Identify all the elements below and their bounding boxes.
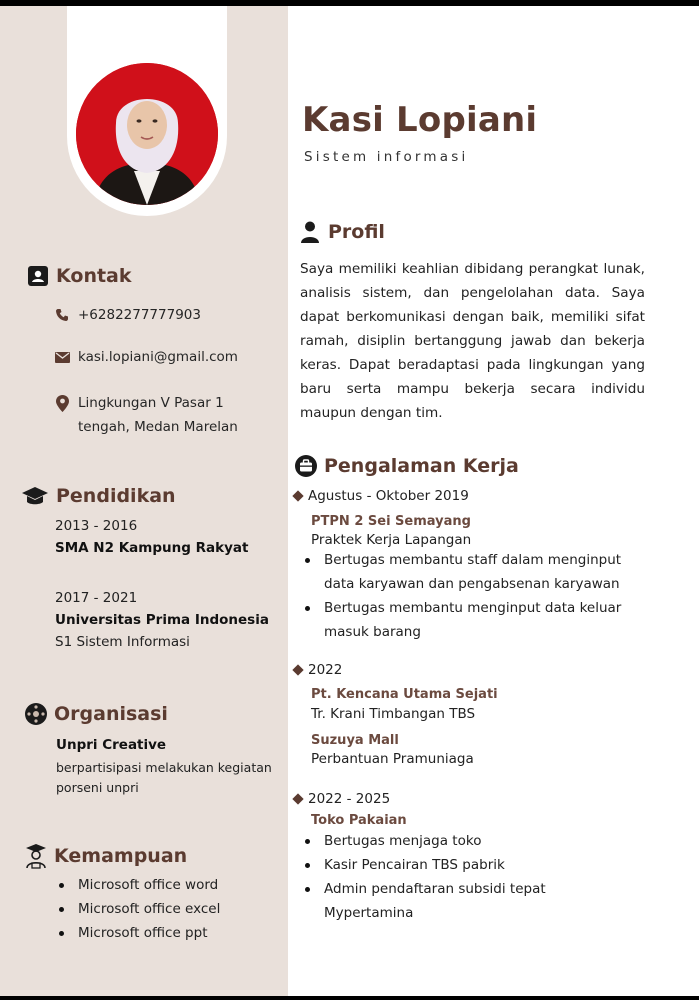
organization-heading-label: Organisasi xyxy=(54,703,168,725)
organization-desc-line-1: berpartisipasi melakukan kegiatan xyxy=(56,760,272,775)
contact-heading xyxy=(26,264,132,288)
skills-heading-label: Kemampuan xyxy=(54,845,188,867)
experience-heading-label: Pengalaman Kerja xyxy=(324,455,519,477)
experience-date-text: Agustus - Oktober 2019 xyxy=(308,488,469,504)
profile-heading-label: Profil xyxy=(328,221,385,243)
task-item: Bertugas membantu staff dalam menginput xyxy=(300,548,621,572)
task-item-continuation xyxy=(300,572,621,596)
education-2-school: Universitas Prima Indonesia xyxy=(55,612,269,628)
organization-heading xyxy=(24,702,168,726)
experience-2-role: Tr. Krani Timbangan TBS xyxy=(311,706,476,722)
experience-1-org: PTPN 2 Sei Semayang xyxy=(311,514,471,529)
phone-icon xyxy=(54,303,70,327)
skill-item: Microsoft office word xyxy=(54,873,220,897)
diamond-bullet-icon xyxy=(292,664,303,675)
experience-3-org: Toko Pakaian xyxy=(311,813,407,828)
profile-photo xyxy=(76,63,218,205)
diamond-bullet-icon xyxy=(292,490,303,501)
skill-item: Microsoft office ppt xyxy=(54,921,220,945)
contact-phone xyxy=(54,303,201,327)
task-item-continuation-text: data karyawan dan pengabsenan karyawan xyxy=(324,576,620,592)
skill-item: Microsoft office excel xyxy=(54,897,220,921)
task-item-continuation-text: Mypertamina xyxy=(324,905,414,921)
phone-text: +6282277777903 xyxy=(78,307,201,323)
diamond-bullet-icon xyxy=(292,793,303,804)
location-pin-icon xyxy=(54,391,70,415)
experience-1-role: Praktek Kerja Lapangan xyxy=(311,532,472,548)
contact-heading-label: Kontak xyxy=(56,265,132,287)
task-item-continuation-text: masuk barang xyxy=(324,624,421,640)
contact-email xyxy=(54,345,238,369)
organization-name: Unpri Creative xyxy=(56,737,167,753)
globe-icon xyxy=(24,702,48,726)
education-1-period: 2013 - 2016 xyxy=(55,518,138,534)
experience-3-date xyxy=(294,791,390,807)
contact-card-icon xyxy=(26,264,50,288)
task-item: Kasir Pencairan TBS pabrik xyxy=(300,853,546,877)
email-text: kasi.lopiani@gmail.com xyxy=(78,349,238,365)
task-item: Admin pendaftaran subsidi tepat xyxy=(300,877,546,901)
teacher-icon xyxy=(24,844,48,868)
experience-2-role-2: Perbantuan Pramuniaga xyxy=(311,751,474,767)
education-1-school: SMA N2 Kampung Rakyat xyxy=(55,540,249,556)
user-icon xyxy=(298,220,322,244)
experience-2-date xyxy=(294,662,342,678)
profile-text: Saya memiliki keahlian dibidang perangkat lunak, analisis sistem, dan pengelolahan data. Saya dapat berkomunikasi dengan baik, memiliki sifat ramah, disiplin bertanggung jawab dan bekerja keras. Dapat beradaptasi pada lingkungan yang baru serta mampu bekerja secara individu maupun dengan tim. xyxy=(300,261,645,421)
task-item: Bertugas membantu menginput data keluar xyxy=(300,596,621,620)
contact-address xyxy=(54,391,238,439)
experience-heading xyxy=(294,454,519,478)
experience-date-text: 2022 xyxy=(308,662,343,678)
person-subtitle: Sistem informasi xyxy=(304,149,469,165)
experience-1-tasks xyxy=(300,548,621,644)
experience-2-org-2: Suzuya Mall xyxy=(311,733,399,748)
mail-icon xyxy=(54,345,70,369)
resume-page xyxy=(0,6,699,996)
graduation-cap-icon xyxy=(20,484,50,508)
task-item: Bertugas menjaga toko xyxy=(300,829,546,853)
skills-list xyxy=(54,873,220,945)
organization-desc-line-2: porseni unpri xyxy=(56,780,139,795)
skills-heading xyxy=(24,844,187,868)
education-2-period: 2017 - 2021 xyxy=(55,590,138,606)
experience-1-date xyxy=(294,488,469,504)
education-heading-label: Pendidikan xyxy=(56,485,176,507)
task-item-continuation xyxy=(300,901,546,925)
task-item-continuation xyxy=(300,620,621,644)
education-2-major: S1 Sistem Informasi xyxy=(55,634,190,650)
briefcase-icon xyxy=(294,454,318,478)
address-line-1: Lingkungan V Pasar 1 xyxy=(78,395,224,411)
experience-3-tasks xyxy=(300,829,546,925)
address-line-2: tengah, Medan Marelan xyxy=(78,419,238,435)
education-heading xyxy=(20,484,176,508)
experience-date-text: 2022 - 2025 xyxy=(308,791,391,807)
profile-heading xyxy=(298,220,385,244)
experience-2-org: Pt. Kencana Utama Sejati xyxy=(311,687,498,702)
person-name: Kasi Lopiani xyxy=(302,100,538,140)
